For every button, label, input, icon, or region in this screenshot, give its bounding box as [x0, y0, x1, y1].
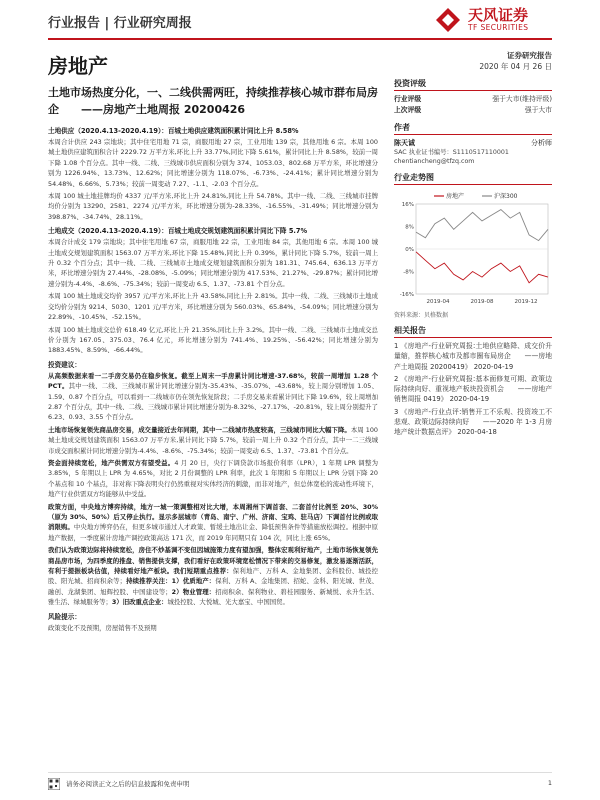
- related-report-link[interactable]: 3 《房地产-行业点评:销售开工不乐观、投资竣工不悲观、政策边际持续向好 ——2020 年 1-3 月房地产统计数据点评》 2020-04-18: [394, 407, 552, 437]
- section-paragraph: 资金面持续宽松，地产供需双方有望受益。4 月 20 日，央行下调贷款市场报价利率（LPR），1 年期 LPR 调整为 3.85%，5 年期以上 LPR 为 4.65%，对比 2 月份调整的 LPR 利率，此次 1 年期和 5 年期以上 LPR 分别下降 20 个基点和 10 个基点，非对称下降表明央行仍然重视对实体经济的刺激，而非对地产，但总体宽松的流动性环境下，地产行业供需双方均能够从中受益。: [48, 458, 378, 499]
- y-tick-label: 0%: [405, 247, 414, 253]
- section-paragraph: 政策变化不及预期，房屋销售不及预期: [48, 623, 157, 632]
- trend-chart-svg: [394, 188, 552, 308]
- series-line-real-estate: [416, 252, 548, 283]
- brand-name-en: TF SECURITIES: [468, 23, 529, 32]
- report-date: 2020 年 04 月 26 日: [479, 62, 552, 71]
- rating-value: 强于大市: [524, 106, 552, 114]
- section-paragraph: 从高频数据来看一二手房交易仍在稳步恢复。截至上周末一手房累计同比增速-37.68%，较前一周增加 1.28 个 PCT。其中一线、二线、三线城市累计同比增速分别为-35.43%、-35.07%、-43.68%，较上周分别增加 1.05、1.59、0.87 个百分点，可以看到一二线城市仍在领先恢复阶段；二手房交易来看累计同比下降 19.6%，较上周增加 2.87 个百分点，其中一线、二线、三线城市累计同比增速分别为-8.32%、-27.17%、-20.81%，较上周分别提升了 6.23、0.93、3.55 个百分点。: [48, 371, 379, 422]
- x-tick-label: 2019-08: [470, 299, 494, 305]
- page-number: 1: [547, 779, 552, 787]
- header-rule: [48, 38, 552, 40]
- section-paragraph: 本周 100 城土地挂牌均价 4337 元/平方米,环比上升 24.81%,同比上升 54.78%。其中一线、二线、三线城市挂牌均价分别为 13290、2581、2274 元/平方米，环比增速分别为-28.33%、-16.55%、-31.49%；同比增速分别为 398.87%、-34.74%、28.11%。: [48, 192, 378, 221]
- rating-key: 行业评级: [394, 95, 422, 103]
- section-paragraph: 本周 100 城土地成交总价 618.49 亿元,环比上升 21.35%,同比上升 3.2%。其中一线、二线、三线城市土地成交总价分别为 167.05、375.03、76.4 亿元，环比增速分别为 741.4%、19.25%、-56.42%；同比增速分别为 1883.45%、8.59%、-66.44%。: [48, 325, 378, 355]
- series-line-csi300: [416, 210, 548, 241]
- section-paragraph: 政策方面，中央地方博弈持续，地方一城一策调整相对比大增，本周湘州下调首套、二套首付比例至 20%、30%（原为 30%、50%）后又停止执行。显示多层城市（青岛、南宁、广州、济南、宝鸡、驻马店）下调首付比例或取消限购。中央地方博弈仍在，但更多城市通过人才政策、暂缓土地出让金、降低预售条件等措施放松调控。根据中原地产数据，一季度累计房地产调控政策高达 171 次，而 2019 年同期只有 104 次，同比上涨 65%。: [48, 502, 378, 542]
- page-title: 房地产: [48, 54, 108, 78]
- section-paragraph: 土地市场恢复领先商品房交易，成交量接近去年同期，其中一二线城市热度较高，三线城市同比大幅下降。本周 100 城土地成交规划建筑面积 1563.07 万平方米,累计同比下降 5.7%，较前一周上升 0.32 个百分点，其中一二三线城市成交面积累计同比增速分别为-4.4%、-8.6%、-75.34%；较前一周变动 6.5、1.37、-73.81 个百分点。: [48, 425, 378, 455]
- x-tick-label: 2019-04: [426, 299, 450, 305]
- section-paragraph: 本周合计供应 243 宗地块；其中住宅用地 71 宗，商服用地 27 宗，工业用地 139 宗，其他用地 6 宗。本周 100 城土地供应建筑面积合计 2229.72 万平方米,环比上升 33.77%,同比下降 5.61%，累计同比上升 8.58%，较前一周下降 1.08 个百分点。其中一线、二线、三线城市供应面积分别为 374、1053.03、802.68 万平方米，环比增速分别为 1226.94%、13.73%、12.62%；同比增速分别为 118.07%、-6.73%、-24.41%；累计同比增速分别为 54.48%、6.66%、5.73%；较前一周变动 7.27、-1.1、-2.03 个百分点。: [48, 138, 378, 188]
- related-report-link[interactable]: 2 《房地产-行业研究周报:基本面修复可期、政策边际持续向好、重视地产板块投资机会 ——房地产销售周报 0419》 2020-04-19: [394, 374, 552, 404]
- y-tick-label: 16%: [401, 202, 414, 208]
- y-tick-label: -16%: [399, 292, 414, 298]
- disclaimer: 请务必阅读正文之后的信息披露和免责申明: [66, 780, 190, 788]
- report-category: 行业报告 | 行业研究周报: [48, 16, 192, 31]
- author-name: 陈天诚: [394, 139, 415, 147]
- top-bar: [0, 0, 600, 46]
- rating-row: [394, 105, 552, 116]
- author-license: SAC 执业证书编号：S1110517110001: [394, 149, 509, 156]
- footer: [48, 772, 552, 794]
- trend-chart: [394, 188, 552, 308]
- brand-name-cn: 天风证券: [468, 6, 529, 24]
- y-tick-label: -8%: [403, 269, 414, 276]
- section-title: 土地供应（2020.4.13-2020.4.19）：百城土地供应建筑面积累计同比上升 8.58%: [48, 127, 299, 135]
- rating-key: 上次评级: [394, 106, 422, 114]
- main-content: [48, 84, 378, 635]
- related-title: 相关报告: [394, 325, 552, 338]
- section-paragraph: 本周合计成交 179 宗地块；其中住宅用地 67 宗，商服用地 22 宗，工业用地 84 宗，其他用地 6 宗。本周 100 城土地成交规划建筑面积 1563.07 万平方米,环比下降 15.48%,同比上升 0.39%，累计同比下降 5.7%，较前一周上升 0.32 个百分点；其中一线、二线、三线城市土地成交规划建筑面积分别为 181.31、745.64、636.13 万平方米，环比增速分别为 27.44%、-28.08%、-5.09%；同比增速分别为 417.53%、21.27%、-29.87%；累计同比增速分别为-4.4%、-8.6%、-75.34%；较前一周变动 6.5、1.37、-73.81 个百分点。: [48, 238, 378, 288]
- rating-row: [394, 94, 552, 105]
- rating-title: 投资评级: [394, 78, 552, 91]
- legend-label: 沪深300: [494, 193, 518, 200]
- section-paragraph: 我们认为政策边际将持续宽松，房住不炒基调不变但因城施策力度有望加强，整体宏观利好地产，土地市场恢复领先商品房市场，为四季度的推盘、销售提供支撑，我们看好在政策环境宽松情况下带来的交易修复，激发易逐渐活跃，有利于提振板块估值，持续看好地产板块。我们短期重点推荐：保利地产、万科 A、金地集团、金科股份、城投控股、阳光城、招商积余等；持续推荐关注：1）优质地产：保利、万科 A、金地集团、招蛇、金科、阳光城、世茂、融创、龙湖集团、旭辉控股、中国建设等；2）物业管理：招商积余、保利物业、碧桂园服务、新城悦、永升生活、雅生活、绿城服务等；3）旧改重点企业：城投控股、大悦城、光大嘉宝、中国国贸。: [48, 546, 379, 607]
- author-block: [394, 138, 552, 166]
- report-type: 证券研究报告: [507, 51, 552, 60]
- section-title: 投资建议：: [48, 360, 81, 369]
- x-tick-label: 2019-12: [514, 299, 538, 305]
- author-email[interactable]: chentiancheng@tfzq.com: [394, 158, 475, 165]
- legend-label: 房地产: [446, 193, 465, 200]
- chart-source: 资料来源：贝格数据: [394, 312, 449, 319]
- section-title: 土地成交（2020.4.13-2020.4.19）：百城土地成交规划建筑面积累计同比下降 5.7%: [48, 227, 308, 236]
- y-tick-label: 8%: [405, 224, 414, 231]
- sections: [48, 126, 378, 633]
- trend-title: 行业走势图: [394, 172, 552, 185]
- sidebar: [394, 50, 552, 440]
- related-report-link[interactable]: 1 《房地产-行业研究周报:土地供应略降、成交价升量缩，推荐核心城市及都市圈布局房企 ——房地产土地周报 20200419》 2020-04-19: [394, 342, 552, 371]
- author-title: 作者: [394, 122, 552, 135]
- report-headline: 土地市场热度分化，一、二线供需两旺，持续推荐核心城市群布局房企 ——房地产土地周报 20200426: [48, 86, 378, 116]
- qr-code-icon: [48, 778, 60, 790]
- section-paragraph: 本周 100 城土地成交均价 3957 元/平方米,环比上升 43.58%,同比上升 2.81%。其中一线、二线、三线城市土地成交均价分别为 9214、5030、1201 元/平方米，环比增速分别为 560.03%、65.84%、-54.09%；同比增速分别为 22.89%、-10.45%、-52.15%。: [48, 292, 378, 322]
- author-role: 分析师: [531, 139, 552, 147]
- section-title: 风险提示：: [48, 612, 81, 621]
- brand-logo-icon: [434, 6, 462, 34]
- related-reports: [394, 341, 552, 438]
- rating-rows: [394, 94, 552, 116]
- rating-value: 强于大市(维持评级): [492, 95, 552, 103]
- brand-logo: [434, 4, 554, 36]
